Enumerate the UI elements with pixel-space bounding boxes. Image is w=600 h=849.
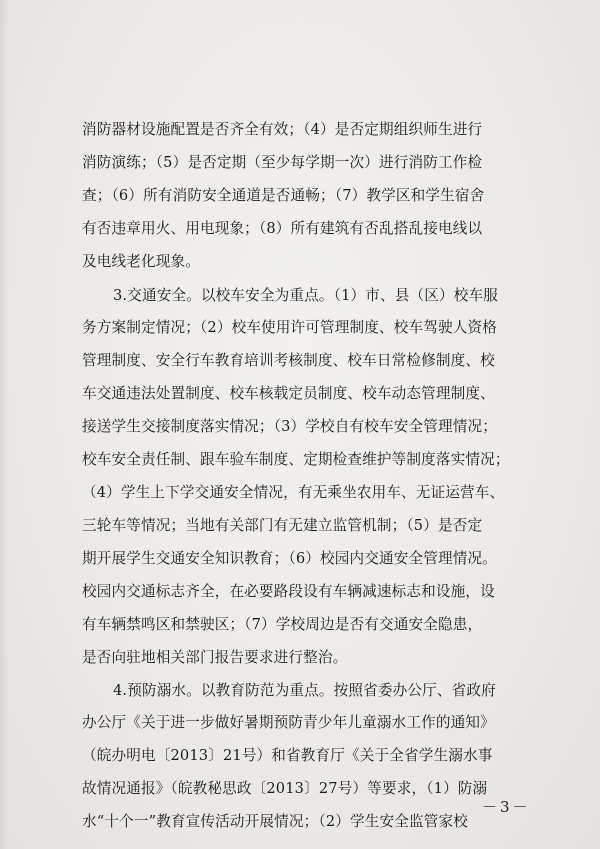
text-line: 查；（6）所有消防安全通道是否通畅；（7）教学区和学生宿舍 [82,187,485,204]
text-line: 务方案制定情况；（2）校车使用许可管理制度、校车驾驶人资格 [82,319,497,336]
text-line: 水“十个一”教育宣传活动开展情况；（2）学生安全监管家校 [82,813,468,830]
text-line: 消防器材设施配置是否齐全有效；（4）是否定期组织师生进行 [82,121,483,138]
text-line: 办公厅《关于进一步做好暑期预防青少年儿童溺水工作的通知》 [82,714,495,731]
page-number: －3－ [482,798,531,816]
text-line: 三轮车等情况；当地有关部门有无建立监管机制；（5）是否定 [82,517,483,534]
text-line: （4）学生上下学交通安全情况，有无乘坐农用车、无证运营车、 [82,484,505,501]
text-line: 期开展学生交通安全知识教育；（6）校园内交通安全管理情况。 [82,550,497,567]
scan-edge-shadow [0,0,8,849]
text-line: 故情况通报》（皖教秘思政〔2013〕27号）等要求，（1）防溺 [82,780,488,797]
text-line: 是否向驻地相关部门报告要求进行整治。 [82,649,348,666]
text-line: 3.交通安全。以校车安全为重点。（1）市、县（区）校车服 [113,287,498,304]
text-line: 校车安全责任制、跟车验车制度、定期检查维护等制度落实情况； [82,451,510,468]
text-line: （皖办明电〔2013〕21号）和省教育厅《关于全省学生溺水事 [82,747,493,764]
text-line: 有否违章用火、用电现象；（8）所有建筑有否乱搭乱接电线以 [82,220,483,237]
text-line: 有车辆禁鸣区和禁驶区；（7）学校周边是否有交通安全隐患， [82,616,483,633]
text-line: 接送学生交接制度落实情况；（3）学校自有校车安全管理情况； [82,418,497,435]
text-line: 4.预防溺水。以教育防范为重点。按照省委办公厅、省政府 [113,682,496,699]
text-line: 校园内交通标志齐全，在必要路段设有车辆减速标志和设施，设 [82,583,495,600]
text-line: 消防演练；（5）是否定期（至少每学期一次）进行消防工作检 [82,154,483,171]
text-line: 及电线老化现象。 [82,253,200,270]
text-line: 管理制度、安全行车教育培训考核制度、校车日常检修制度、校 [82,352,495,369]
text-line: 车交通违法处置制度、校车核载定员制度、校车动态管理制度、 [82,385,495,402]
